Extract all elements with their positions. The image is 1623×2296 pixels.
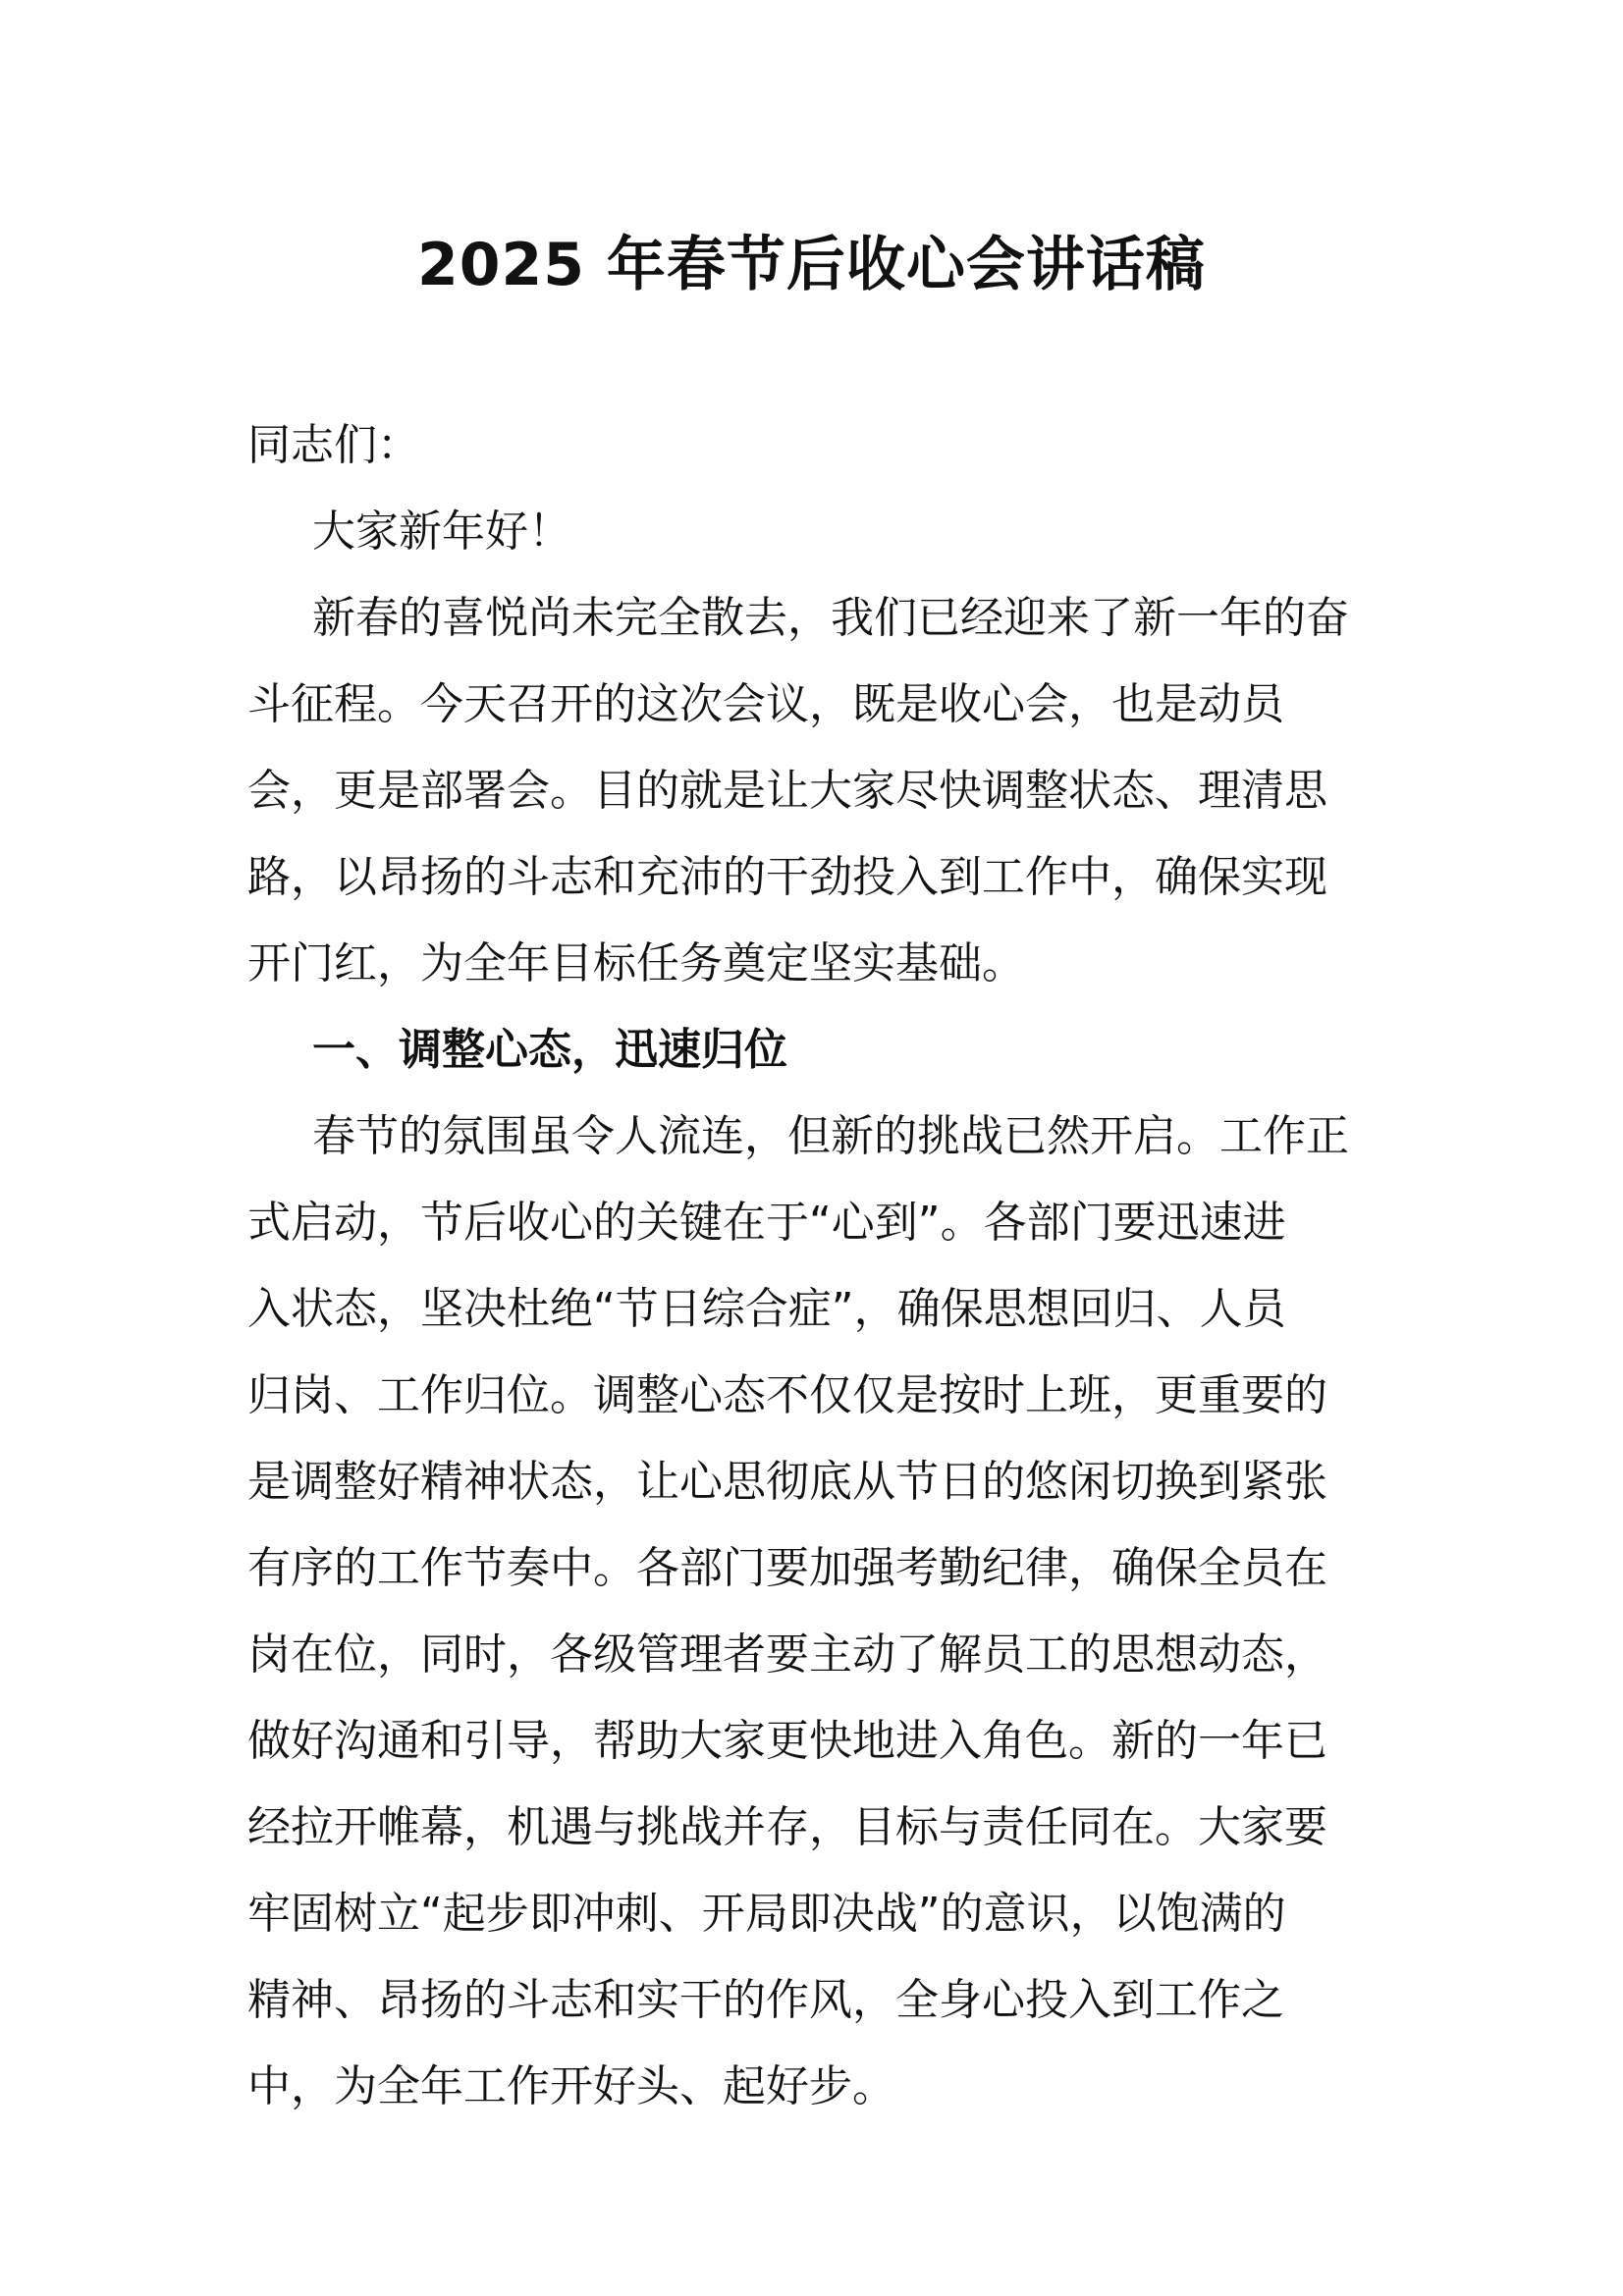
greeting: 大家新年好！: [312, 507, 571, 557]
section-line: 中，为全年工作开好头、起好步。: [247, 2061, 895, 2111]
intro-line: 会，更是部署会。目的就是让大家尽快调整状态、理清思: [247, 766, 1327, 816]
salutation: 同志们：: [247, 420, 420, 470]
section-line: 精神、昂扬的斗志和实干的作风，全身心投入到工作之: [247, 1975, 1284, 2025]
section-heading: 一、调整心态，迅速归位: [312, 1025, 787, 1075]
intro-line: 开门红，为全年目标任务奠定坚实基础。: [247, 938, 1025, 988]
section-line: 牢固树立“起步即冲刺、开局即决战”的意识，以饱满的: [247, 1889, 1286, 1939]
intro-line: 新春的喜悦尚未完全散去，我们已经迎来了新一年的奋: [312, 593, 1349, 643]
section-line: 经拉开帷幕，机遇与挑战并存，目标与责任同在。大家要: [247, 1802, 1327, 1852]
section-line: 做好沟通和引导，帮助大家更快地进入角色。新的一年已: [247, 1716, 1327, 1766]
section-line: 春节的氛围虽令人流连，但新的挑战已然开启。工作正: [312, 1111, 1349, 1161]
section-line: 是调整好精神状态，让心思彻底从节日的悠闲切换到紧张: [247, 1457, 1327, 1507]
document-body: [247, 402, 1386, 2130]
section-line: 有序的工作节奏中。各部门要加强考勤纪律，确保全员在: [247, 1543, 1327, 1593]
intro-line: 路，以昂扬的斗志和充沛的干劲投入到工作中，确保实现: [247, 852, 1327, 902]
section-line: 归岗、工作归位。调整心态不仅仅是按时上班，更重要的: [247, 1370, 1327, 1420]
section-line: 入状态，坚决杜绝“节日综合症”，确保思想回归、人员: [247, 1284, 1286, 1334]
document-title: 2025 年春节后收心会讲话稿: [417, 231, 1206, 299]
section-line: 岗在位，同时，各级管理者要主动了解员工的思想动态，: [247, 1629, 1327, 1680]
section-line: 式启动，节后收心的关键在于“心到”。各部门要迅速进: [247, 1198, 1286, 1248]
intro-line: 斗征程。今天召开的这次会议，既是收心会，也是动员: [247, 679, 1284, 729]
